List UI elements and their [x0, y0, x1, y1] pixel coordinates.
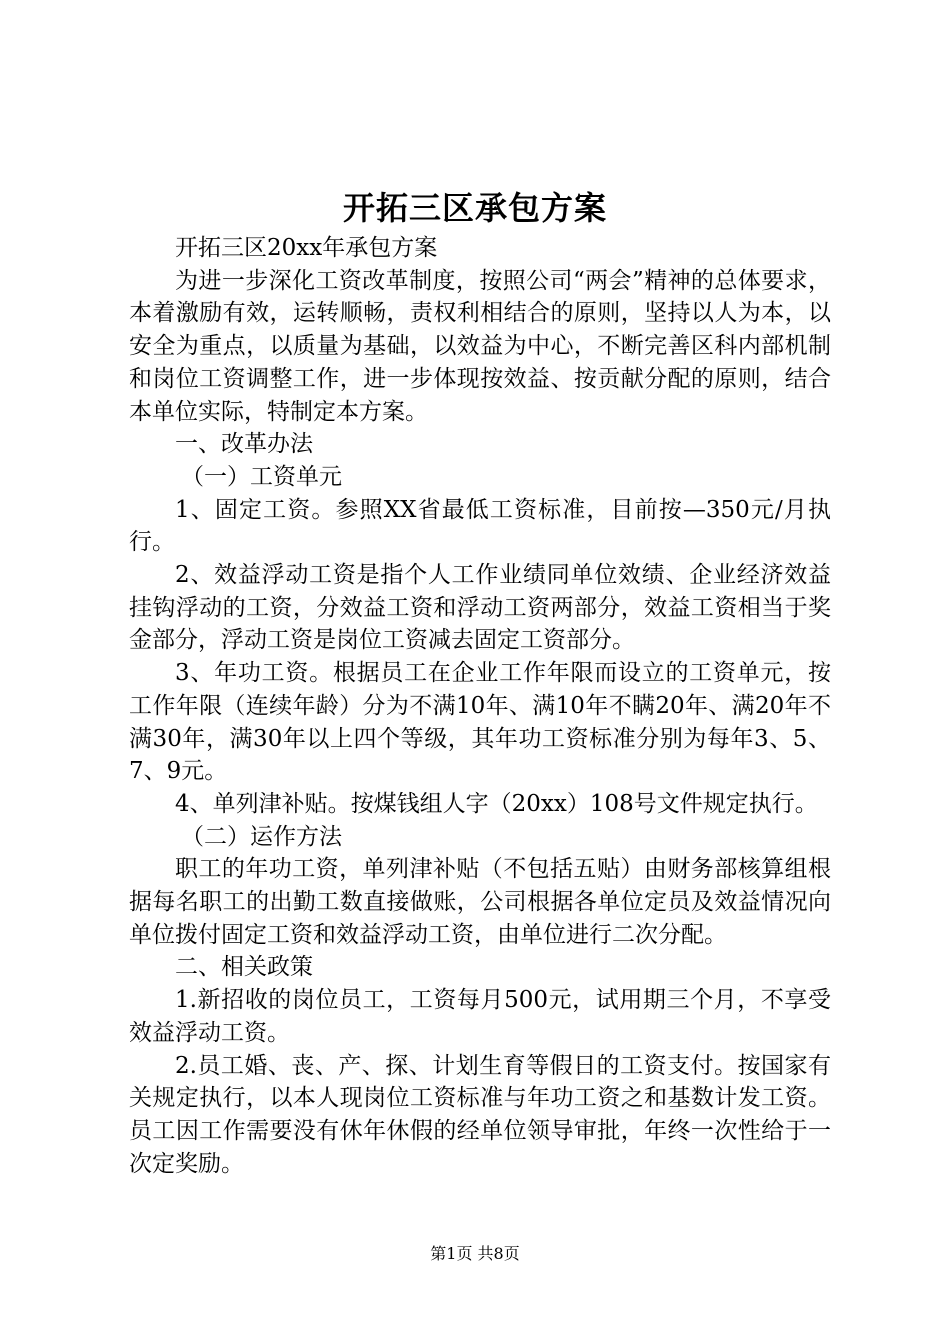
document-body: [129, 232, 831, 1180]
paragraph-intro: 为进一步深化工资改革制度，按照公司“两会”精神的总体要求，本着激励有效，运转顺畅，责权利相结合的原则，坚持以人为本，以安全为重点，以质量为基础，以效益为中心，不断完善区科内部机制和岗位工资调整工作，进一步体现按效益、按贡献分配的原则，结合本单位实际，特制定本方案。: [129, 267, 831, 425]
page-footer: 第1页 共8页: [430, 1244, 520, 1263]
paragraph-policy-leave: 2.员工婚、丧、产、探、计划生育等假日的工资支付。按国家有关规定执行，以本人现岗位工资标准与年功工资之和基数计发工资。员工因工作需要没有休年休假的经单位领导审批，年终一次性给于一次定奖励。: [129, 1052, 831, 1177]
paragraph-floating-wage: 2、效益浮动工资是指个人工作业绩同单位效绩、企业经济效益挂钩浮动的工资，分效益工资和浮动工资两部分，效益工资相当于奖金部分，浮动工资是岗位工资减去固定工资部分。: [129, 562, 831, 654]
paragraph-fixed-wage: 1、固定工资。参照XX省最低工资标准，目前按—350元/月执行。: [129, 496, 831, 556]
paragraph-operation: 职工的年功工资，单列津补贴（不包括五贴）由财务部核算组根据每名职工的出勤工数直接做账，公司根据各单位定员及效益情况向单位拨付固定工资和效益浮动工资，由单位进行二次分配。: [129, 856, 831, 948]
subsection-heading-operation: （二）运作方法: [181, 823, 342, 850]
section-heading-reform: 一、改革办法: [175, 431, 313, 458]
paragraph-seniority-wage: 3、年功工资。根据员工在企业工作年限而设立的工资单元，按工作年限（连续年龄）分为不满10年、满10年不瞒20年、满20年不满30年，满30年以上四个等级，其年功工资标准分别为每年3、5、7、9元。: [129, 660, 831, 785]
document-title: 开拓三区承包方案: [342, 189, 607, 227]
section-heading-policies: 二、相关政策: [175, 954, 313, 981]
subsection-heading-wage-units: （一）工资单元: [181, 463, 342, 490]
paragraph-policy-new-hire: 1.新招收的岗位员工，工资每月500元，试用期三个月，不享受效益浮动工资。: [129, 987, 831, 1046]
paragraph-subtitle: 开拓三区20xx年承包方案: [175, 235, 438, 261]
paragraph-allowance: 4、单列津补贴。按煤钱组人字（20xx）108号文件规定执行。: [175, 790, 818, 817]
